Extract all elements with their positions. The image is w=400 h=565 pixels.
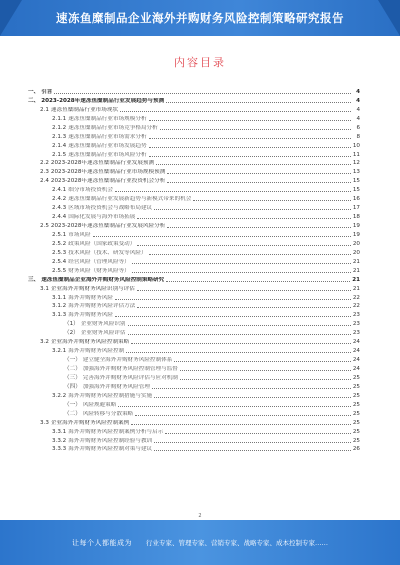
toc-entry-title: 海外并购财务风险控制经验与教训 [68,437,153,444]
toc-entry[interactable] [28,220,360,229]
toc-leader-dots [93,236,351,237]
toc-entry-page: 10 [352,142,360,149]
toc-leader-dots [152,388,351,389]
toc-entry-title: 速冻鱼糜制品行业市场竞争格局分析 [68,124,158,131]
toc-leader-dots [154,397,351,398]
toc-entry-page: 25 [352,410,360,417]
toc-entry[interactable] [28,256,360,265]
toc-entry-number: 3.2 [40,339,49,346]
toc-entry-number: （一） [64,401,81,408]
toc-entry-number: 2.4.2 [52,196,67,203]
toc-leader-dots [149,120,351,121]
toc-entry-number: 2.4.4 [52,214,67,221]
toc-entry[interactable] [28,417,360,426]
toc-entry[interactable] [28,426,360,435]
toc-entry-number: 3.3.2 [52,437,67,444]
toc-entry-number: 2.1.3 [52,133,67,140]
toc-entry[interactable] [28,309,360,318]
toc-entry-number: （二） [64,410,81,417]
toc-entry-title: 海外并购财务风险控制 [68,348,125,355]
toc-entry[interactable] [28,247,360,256]
toc-leader-dots [137,245,351,246]
toc-entry-number: 2.1.2 [52,124,67,131]
toc-entry-number: （三） [64,374,81,381]
toc-entry-number: （1） [64,321,79,328]
toc-entry-number: 2.2 [40,160,49,167]
toc-entry-title: 速冻鱼糜制品企业海外并购财务风险控制策略研究 [41,276,165,283]
toc-entry-page: 22 [352,303,360,310]
toc-entry-title: 企业财务风险评估 [80,330,126,337]
toc-entry-number: 3.3 [40,419,49,426]
toc-entry-number: 2.5 [40,223,49,229]
toc-entry-title: 海外并购财务风险评估方法 [68,303,136,310]
toc-entry-page: 20 [352,249,360,256]
toc-entry-title: 海外并购财务风险控制对策与建议 [68,446,153,453]
toc-leader-dots [115,191,351,192]
toc-entry-number: 2.4.3 [52,205,67,212]
toc-leader-dots [118,406,351,407]
toc-entry[interactable] [28,95,360,104]
toc-entry[interactable] [28,113,360,122]
toc-entry-page: 4 [356,97,360,104]
toc-entry-number: 2.4.1 [52,187,67,194]
toc-entry-number: （二） [64,366,81,372]
toc-entry-title: 速冻鱼糜制品行业市场发展趋势 [68,142,147,149]
toc-entry[interactable] [28,354,360,363]
toc-entry-title: 海外并购财务风险 [68,312,113,319]
toc-entry[interactable] [28,122,360,131]
toc-leader-dots [128,325,351,326]
toc-entry-page: 21 [352,285,360,292]
toc-entry[interactable] [28,327,360,336]
toc-entry[interactable] [28,381,360,390]
toc-entry[interactable] [28,184,360,193]
toc-entry-page: 19 [352,223,360,229]
toc-leader-dots [167,173,351,174]
toc-leader-dots [137,307,351,308]
toc-entry-page: 4 [356,88,360,95]
footer-slogan: 让每个人都能成为 [72,538,132,547]
toc-leader-dots [126,352,351,353]
toc-entry[interactable] [28,336,360,345]
toc-leader-dots [131,343,351,344]
toc-leader-dots [137,218,351,219]
toc-entry-number: 3.1 [40,285,49,292]
toc-entry-title: 企业海外并购财务风险控制案例 [50,419,130,426]
toc-entry-title: 政策风险（国家政策变动） [68,240,136,247]
toc-entry-title: 速冻鱼糜制品行业市场规模分析 [68,115,147,122]
toc-entry-number: 3.1.2 [52,303,67,310]
report-title: 速冻鱼糜制品企业海外并购财务风险控制策略研究报告 [56,11,344,25]
toc-entry-page: 25 [352,392,360,399]
toc-entry[interactable] [28,175,360,184]
toc-leader-dots [174,361,351,362]
toc-entry-page: 24 [352,366,360,372]
toc-leader-dots [149,254,351,255]
toc-entry[interactable] [28,238,360,247]
toc-entry-page: 21 [352,267,360,274]
toc-entry-title: 速冻鱼糜制品行业市场现状 [50,106,119,113]
toc-entry-page: 25 [352,437,360,444]
toc-entry-number: 2.5.5 [52,267,67,274]
toc-leader-dots [166,281,350,282]
toc-entry[interactable] [28,229,360,238]
toc-entry-title: 国际化发展与海外市场拓展 [68,214,136,221]
toc-leader-dots [149,147,351,148]
page-number: 2 [198,513,202,519]
toc-entry-page: 25 [352,428,360,435]
toc-entry-title: 建立健全海外并购财务风险控制体系 [82,357,173,364]
toc-entry-number: 2.5.4 [52,258,67,265]
toc-entry[interactable] [28,399,360,408]
toc-entry-page: 15 [352,178,360,185]
toc-entry-page: 24 [352,339,360,346]
toc-entry-number: 2.1.4 [52,142,67,149]
toc-list [28,86,360,452]
toc-entry-page: 22 [352,294,360,301]
toc-entry-page: 13 [352,169,360,176]
toc-entry[interactable] [28,140,360,149]
toc-entry-number: 2.1.1 [52,115,67,122]
toc-entry-title: 2023-2028年速冻鱼糜制品行业投资机会分析 [50,178,166,185]
toc-entry[interactable] [28,292,360,301]
toc-entry-page: 4 [356,115,360,122]
toc-entry[interactable] [28,211,360,220]
toc-entry-page: 21 [352,276,360,283]
toc-leader-dots [154,450,351,451]
toc-entry-page: 16 [352,196,360,203]
toc-entry-page: 26 [352,446,360,453]
footer-banner [0,520,400,565]
toc-entry[interactable] [28,193,360,202]
footer-roles: 行业专家、管理专家、营销专家、战略专家、成本控制专家…… [146,539,328,547]
toc-entry-title: 速冻鱼糜制品行业发展新趋势与新模式带来的机会 [68,196,192,203]
toc-entry-title: 2023-2028年速冻鱼糜制品行业市场规模预测 [50,169,166,176]
toc-leader-dots [167,182,351,183]
toc-entry-page: 6 [356,124,360,131]
toc-entry-number: （四） [64,383,81,390]
toc-entry[interactable] [28,274,360,283]
toc-leader-dots [137,290,351,291]
toc-leader-dots [135,415,351,416]
toc-entry-number: 3.1.3 [52,312,67,319]
toc-entry-page: 20 [352,240,360,247]
toc-entry-page: 23 [352,321,360,328]
toc-entry-title: 加强海外并购财务风险管理 [82,383,150,390]
toc-entry-number: （一） [64,357,81,364]
toc-entry-page: 25 [352,374,360,381]
toc-entry-title: 企业海外并购财务风险控制策略 [50,339,130,346]
toc-entry-title: 速冻鱼糜制品行业市场需求分析 [68,133,147,140]
toc-entry-title: 海外并购财务风险控制措施与实施 [68,392,153,399]
toc-leader-dots [167,227,351,228]
toc-entry-page: 19 [352,231,360,238]
toc-entry-title: 完善海外并购财务风险评估与应对机制 [82,374,178,381]
toc-entry[interactable] [28,104,360,113]
header-left-decoration [0,0,22,36]
toc-entry[interactable] [28,158,360,167]
toc-entry[interactable] [28,202,360,211]
toc-entry-number: 2.5.1 [52,231,67,238]
toc-entry-page: 25 [352,401,360,408]
toc-entry-page: 23 [352,312,360,319]
toc-entry-page: 17 [352,205,360,212]
toc-entry-title: 2023-2028年速冻鱼糜制品行业发展趋势与预测 [41,97,165,104]
toc-entry-page: 15 [352,187,360,194]
toc-entry-number: 3.2.2 [52,392,67,399]
toc-entry[interactable] [28,283,360,292]
toc-entry-title: 市场风险 [68,231,91,238]
toc-leader-dots [132,272,351,273]
toc-entry-number: 三、 [28,276,40,283]
toc-entry-page: 23 [352,330,360,337]
toc-entry[interactable] [28,390,360,399]
toc-entry-number: 3.2.1 [52,348,67,355]
toc-leader-dots [132,263,351,264]
toc-entry[interactable] [28,149,360,158]
toc-entry[interactable] [28,86,360,95]
report-header-banner [0,0,400,36]
toc-leader-dots [149,138,351,139]
toc-entry-page: 25 [352,419,360,426]
toc-entry[interactable] [28,318,360,327]
toc-leader-dots [131,424,351,425]
toc-entry-number: 一、 [28,88,40,95]
toc-entry-page: 8 [356,133,360,140]
toc-leader-dots [166,102,351,103]
toc-leader-dots [120,111,351,112]
toc-entry-number: 2.4 [40,178,49,185]
toc-entry-number: 2.1 [40,106,49,113]
toc-entry-page: 11 [352,151,360,158]
toc-entry-page: 21 [352,258,360,265]
toc-entry-number: 2.5.2 [52,240,67,247]
toc-leader-dots [54,93,351,94]
toc-entry[interactable] [28,444,360,453]
toc-entry-title: 2023-2028年速冻鱼糜制品行业发展风险分析 [50,223,166,229]
toc-entry-number: （2） [64,330,79,337]
toc-entry-title: 风险转移与分散策略 [82,410,134,417]
toc-entry[interactable] [28,372,360,381]
toc-entry-number: 2.5.3 [52,249,67,256]
toc-entry-title: 企业财务风险识别 [80,321,126,328]
toc-leader-dots [154,209,351,210]
toc-entry-number: 3.1.1 [52,294,67,301]
toc-heading: 内容目录 [174,56,226,69]
toc-entry[interactable] [28,363,360,372]
toc-entry-number: 3.3.1 [52,428,67,435]
toc-leader-dots [193,200,351,201]
toc-entry[interactable] [28,345,360,354]
toc-entry-title: 加强海外并购财务风险控制管理与监督 [82,366,178,372]
toc-entry[interactable] [28,301,360,310]
toc-entry-title: 引言 [41,88,53,95]
toc-entry-page: 12 [352,160,360,167]
toc-entry-title: 财务风险（财务风险等） [68,267,130,274]
toc-entry[interactable] [28,131,360,140]
toc-entry-number: 3.3.3 [52,446,67,453]
toc-leader-dots [115,316,351,317]
toc-leader-dots [165,433,351,434]
toc-entry-title: 海外并购财务风险控制案例分析与启示 [68,428,164,435]
toc-entry-title: 海外并购财务风险 [68,294,113,301]
toc-entry-title: 企业海外并购财务风险识别与评估 [50,285,135,292]
toc-entry-title: 2023-2028年速冻鱼糜制品行业发展预测 [50,160,155,167]
toc-entry-title: 经营风险（管理风险等） [68,258,130,265]
toc-leader-dots [154,442,351,443]
toc-entry-page: 18 [352,214,360,221]
toc-entry-page: 4 [356,106,360,113]
toc-entry-title: 风险规避策略 [82,401,117,408]
toc-entry-page: 24 [352,348,360,355]
toc-entry-number: 二、 [28,97,40,104]
toc-entry-page: 25 [352,383,360,390]
header-right-decoration [378,0,400,36]
toc-entry[interactable] [28,435,360,444]
toc-entry-number: 2.3 [40,169,49,176]
toc-entry-page: 24 [352,357,360,364]
toc-leader-dots [149,156,351,157]
toc-entry-title: 速冻鱼糜制品行业市场风险分析 [68,151,147,158]
toc-entry-title: 细分市场投资机会 [68,187,113,194]
toc-leader-dots [128,334,351,335]
toc-leader-dots [160,129,351,130]
toc-entry[interactable] [28,166,360,175]
toc-entry-title: 技术风险（技术、研发等风险） [68,249,147,256]
toc-entry[interactable] [28,265,360,274]
toc-entry-number: 2.1.5 [52,151,67,158]
toc-leader-dots [115,299,351,300]
toc-leader-dots [156,164,351,165]
toc-entry-title: 区域市场投资机会与战略布局建议 [68,205,153,212]
toc-leader-dots [180,379,351,380]
toc-entry[interactable] [28,408,360,417]
toc-leader-dots [180,370,351,371]
